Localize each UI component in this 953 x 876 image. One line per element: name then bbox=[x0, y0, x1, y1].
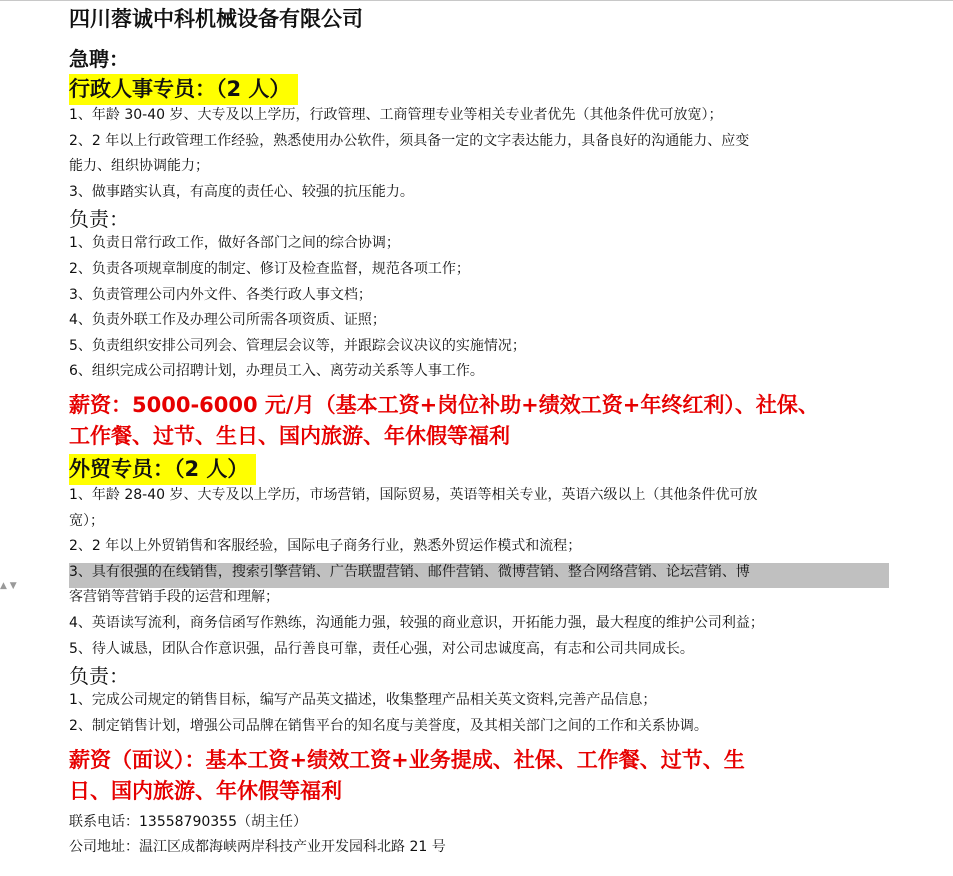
position-title-foreign-trade: 外贸专员：（2 人） bbox=[69, 454, 256, 485]
responsibility-line: 6、组织完成公司招聘计划，办理员工入、离劳动关系等人事工作。 bbox=[69, 363, 484, 380]
requirement-line: 4、英语读写流利，商务信函写作熟练，沟通能力强，较强的商业意识，开拓能力强，最大程度的维护公司利益； bbox=[69, 614, 764, 631]
requirement-line: 宽）； bbox=[69, 512, 104, 529]
requirement-line: 1、年龄 28-40 岁、大专及以上学历，市场营销，国际贸易，英语等相关专业，英语六级以上（其他条件优可放 bbox=[69, 486, 758, 503]
contact-phone: 联系电话：13558790355（胡主任） bbox=[69, 814, 307, 831]
salary-line: 薪资：5000-6000 元/月（基本工资+岗位补助+绩效工资+年终红利）、社保、 bbox=[69, 392, 819, 417]
responsibility-line: 1、完成公司规定的销售目标，编写产品英文描述，收集整理产品相关英文资料,完善产品信息； bbox=[69, 692, 657, 709]
position-requirements-foreign-trade bbox=[69, 486, 889, 665]
job-posting-document bbox=[69, 0, 889, 863]
salary-benefits-admin-hr bbox=[69, 390, 889, 452]
urgent-hiring-label: 急聘： bbox=[69, 47, 129, 71]
salary-benefits-foreign-trade bbox=[69, 745, 889, 807]
requirement-line: 2、2 年以上外贸销售和客服经验，国际电子商务行业，熟悉外贸运作模式和流程； bbox=[69, 538, 582, 555]
responsibility-line: 1、负责日常行政工作，做好各部门之间的综合协调； bbox=[69, 235, 400, 252]
company-address: 公司地址：温江区成都海峡两岸科技产业开发园科北路 21 号 bbox=[69, 839, 446, 856]
position-responsibilities-admin-hr bbox=[69, 234, 889, 388]
salary-line: 工作餐、过节、生日、国内旅游、年休假等福利 bbox=[69, 423, 510, 448]
responsibility-line: 4、负责外联工作及办理公司所需各项资质、证照； bbox=[69, 312, 386, 329]
requirement-line: 能力、组织协调能力； bbox=[69, 158, 209, 175]
responsibilities-heading: 负责： bbox=[69, 664, 129, 689]
margin-resize-icon[interactable]: ▲ ▼ bbox=[0, 581, 17, 591]
salary-line: 日、国内旅游、年休假等福利 bbox=[69, 779, 342, 804]
requirement-line-selected[interactable]: 3、具有很强的在线销售，搜索引擎营销、广告联盟营销、邮件营销、微博营销、整合网络营销、论坛营销、博 bbox=[69, 563, 889, 589]
salary-line: 薪资（面议）：基本工资+绩效工资+业务提成、社保、工作餐、过节、生 bbox=[69, 748, 745, 773]
position-responsibilities-foreign-trade bbox=[69, 691, 889, 742]
company-name: 四川蓉诚中科机械设备有限公司 bbox=[69, 7, 363, 31]
responsibility-line: 2、制定销售计划，增强公司品牌在销售平台的知名度与美誉度，及其相关部门之间的工作和关系协调。 bbox=[69, 717, 708, 734]
responsibility-line: 3、负责管理公司内外文件、各类行政人事文档； bbox=[69, 286, 372, 303]
requirement-line: 客营销等营销手段的运营和理解； bbox=[69, 589, 279, 606]
requirement-line: 1、年龄 30-40 岁、大专及以上学历，行政管理、工商管理专业等相关专业者优先（其他条件优可放宽）； bbox=[69, 107, 723, 123]
position-title-admin-hr: 行政人事专员：（2 人） bbox=[69, 74, 298, 105]
requirement-line: 3、做事踏实认真，有高度的责任心、较强的抗压能力。 bbox=[69, 183, 414, 200]
responsibility-line: 5、负责组织安排公司列会、管理层会议等，并跟踪会议决议的实施情况； bbox=[69, 337, 526, 354]
requirement-line: 2、2 年以上行政管理工作经验，熟悉使用办公软件，须具备一定的文字表达能力，具备良好的沟通能力、应变 bbox=[69, 132, 750, 149]
responsibility-line: 2、负责各项规章制度的制定、修订及检查监督，规范各项工作； bbox=[69, 260, 470, 277]
requirement-line: 5、待人诚恳，团队合作意识强，品行善良可靠，责任心强，对公司忠诚度高，有志和公司共同成长。 bbox=[69, 640, 694, 657]
position-requirements-admin-hr bbox=[69, 106, 889, 208]
responsibilities-heading: 负责： bbox=[69, 207, 129, 232]
